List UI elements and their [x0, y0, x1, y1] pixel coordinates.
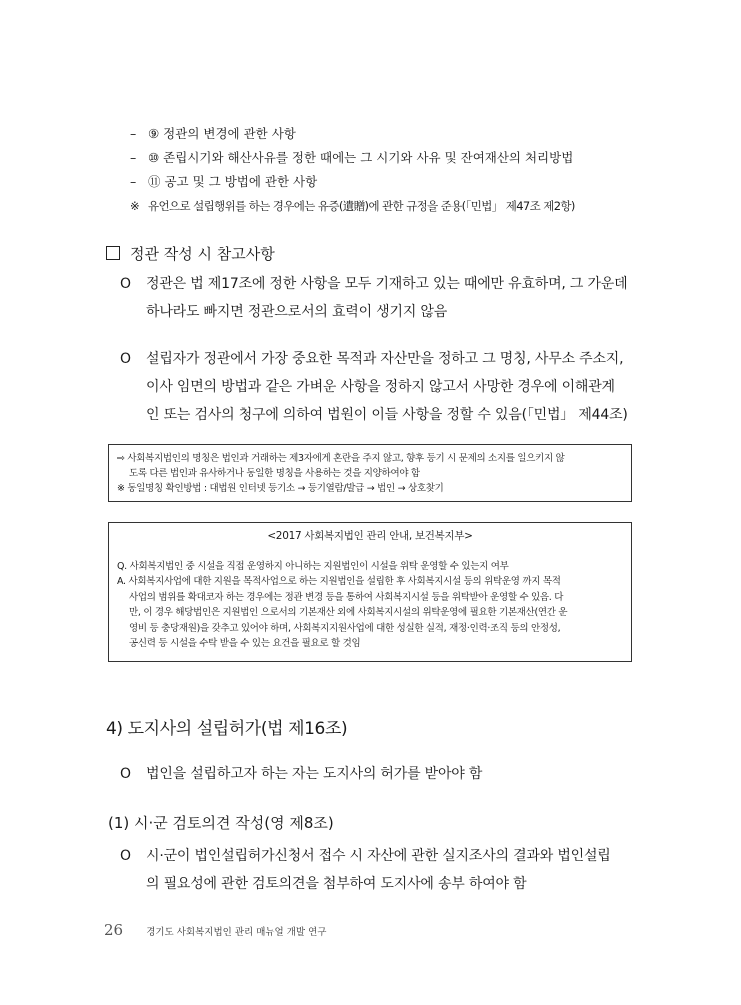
paragraph	[120, 760, 640, 788]
page-number: 26	[104, 921, 124, 939]
note-text: 유언으로 설립행위를 하는 경우에는 유증(遺贈)에 관한 규정을 준용(「민법」 제47조 제2항)	[148, 199, 575, 213]
qa-box	[108, 522, 632, 662]
paragraph-line: 정관은 법 제17조에 정한 사항을 모두 기재하고 있는 때에만 유효하며, 그 가운데	[146, 276, 628, 292]
section-heading-text: 정관 작성 시 참고사항	[130, 245, 275, 263]
box-line: 도록 다른 법인과 유사하거나 동일한 명칭을 사용하는 것을 지양하여야 함	[129, 468, 420, 479]
paragraph-line: 의 필요성에 관한 검토의견을 첨부하여 도지사에 송부 하여야 함	[146, 876, 527, 892]
answer-line: 공신력 등 시설을 수탁 받을 수 있는 요건을 필요로 할 것임	[129, 638, 361, 649]
qa-box-title: <2017 사회복지법인 관리 안내, 보건복지부>	[267, 530, 473, 542]
list-item	[130, 146, 690, 170]
note-item	[130, 194, 690, 218]
question-line: Q. 사회복지법인 중 시설을 직접 운영하지 아니하는 지원법인이 시설을 위탁 운영할 수 있는지 여부	[117, 560, 509, 572]
circle-bullet-icon: O	[120, 766, 131, 782]
box-line: ⇨ 사회복지법인의 명칭은 법인과 거래하는 제3자에게 혼란을 주지 않고, 향후 등기 시 문제의 소지를 일으키지 않	[117, 453, 565, 464]
list-item-text: ⑨ 정관의 변경에 관한 사항	[148, 126, 296, 141]
paragraph-line: 설립자가 정관에서 가장 중요한 목적과 자산만을 정하고 그 명칭, 사무소 주소지,	[146, 351, 624, 367]
answer-line: 사업의 범위를 확대코자 하는 경우에는 정관 변경 등을 통하여 사회복지시설 등을 위탁받아 운영할 수 있음. 다	[129, 591, 564, 603]
square-bullet-icon	[106, 246, 120, 260]
paragraph	[120, 842, 645, 898]
list-item-text: ⑪ 공고 및 그 방법에 관한 사항	[148, 174, 318, 189]
circle-bullet-icon: O	[120, 351, 131, 367]
paragraph-line: 하나라도 빠지면 정관으로서의 효력이 생기지 않음	[146, 304, 448, 320]
paragraph	[120, 345, 645, 429]
dash-list	[130, 122, 690, 218]
dash-marker: –	[130, 150, 137, 165]
answer-line: 영비 등 충당재원)을 갖추고 있어야 하며, 사회복지지원사업에 대한 성실한 실적, 재정·인력·조직 등의 안정성,	[129, 622, 561, 634]
box-line: ※ 동일명칭 확인방법 : 대법원 인터넷 등기소 → 등기열람/발급 → 법인 → 상호찾기	[117, 483, 444, 494]
paragraph-line: 시·군이 법인설립허가신청서 접수 시 자산에 관한 실지조사의 결과와 법인설립	[146, 848, 611, 864]
list-item	[130, 170, 690, 194]
dash-marker: –	[130, 174, 137, 189]
list-item-text: ⑩ 존립시기와 해산사유를 정한 때에는 그 시기와 사유 및 잔여재산의 처리방법	[148, 150, 574, 165]
sub-subsection-heading: (1) 시·군 검토의견 작성(영 제8조)	[108, 814, 334, 832]
list-item	[130, 122, 690, 146]
circle-bullet-icon: O	[120, 276, 131, 292]
dash-marker: –	[130, 126, 137, 141]
name-guidance-box	[108, 444, 632, 502]
section-heading	[106, 243, 275, 264]
page-footer	[104, 920, 326, 939]
note-marker: ※	[130, 199, 140, 213]
paragraph-line: 이사 임면의 방법과 같은 가벼운 사항을 정하지 않고서 사망한 경우에 이해관계	[146, 379, 615, 395]
paragraph-line: 법인을 설립하고자 하는 자는 도지사의 허가를 받아야 함	[146, 766, 483, 782]
paragraph-line: 인 또는 검사의 청구에 의하여 법원이 이들 사항을 정할 수 있음(「민법」 제44조)	[146, 407, 628, 423]
circle-bullet-icon: O	[120, 848, 131, 864]
answer-line: A. 사회복지사업에 대한 지원을 목적사업으로 하는 지원법인을 설립한 후 사회복지시설 등의 위탁운영 까지 목적	[117, 576, 561, 587]
footer-title: 경기도 사회복지법인 관리 매뉴얼 개발 연구	[146, 927, 327, 938]
paragraph	[120, 270, 640, 326]
answer-line: 만, 이 경우 해당법인은 지원법인 으로서의 기본재산 외에 사회복지시설의 위탁운영에 필요한 기본재산(연간 운	[129, 607, 568, 618]
subsection-heading: 4) 도지사의 설립허가(법 제16조)	[106, 719, 348, 739]
